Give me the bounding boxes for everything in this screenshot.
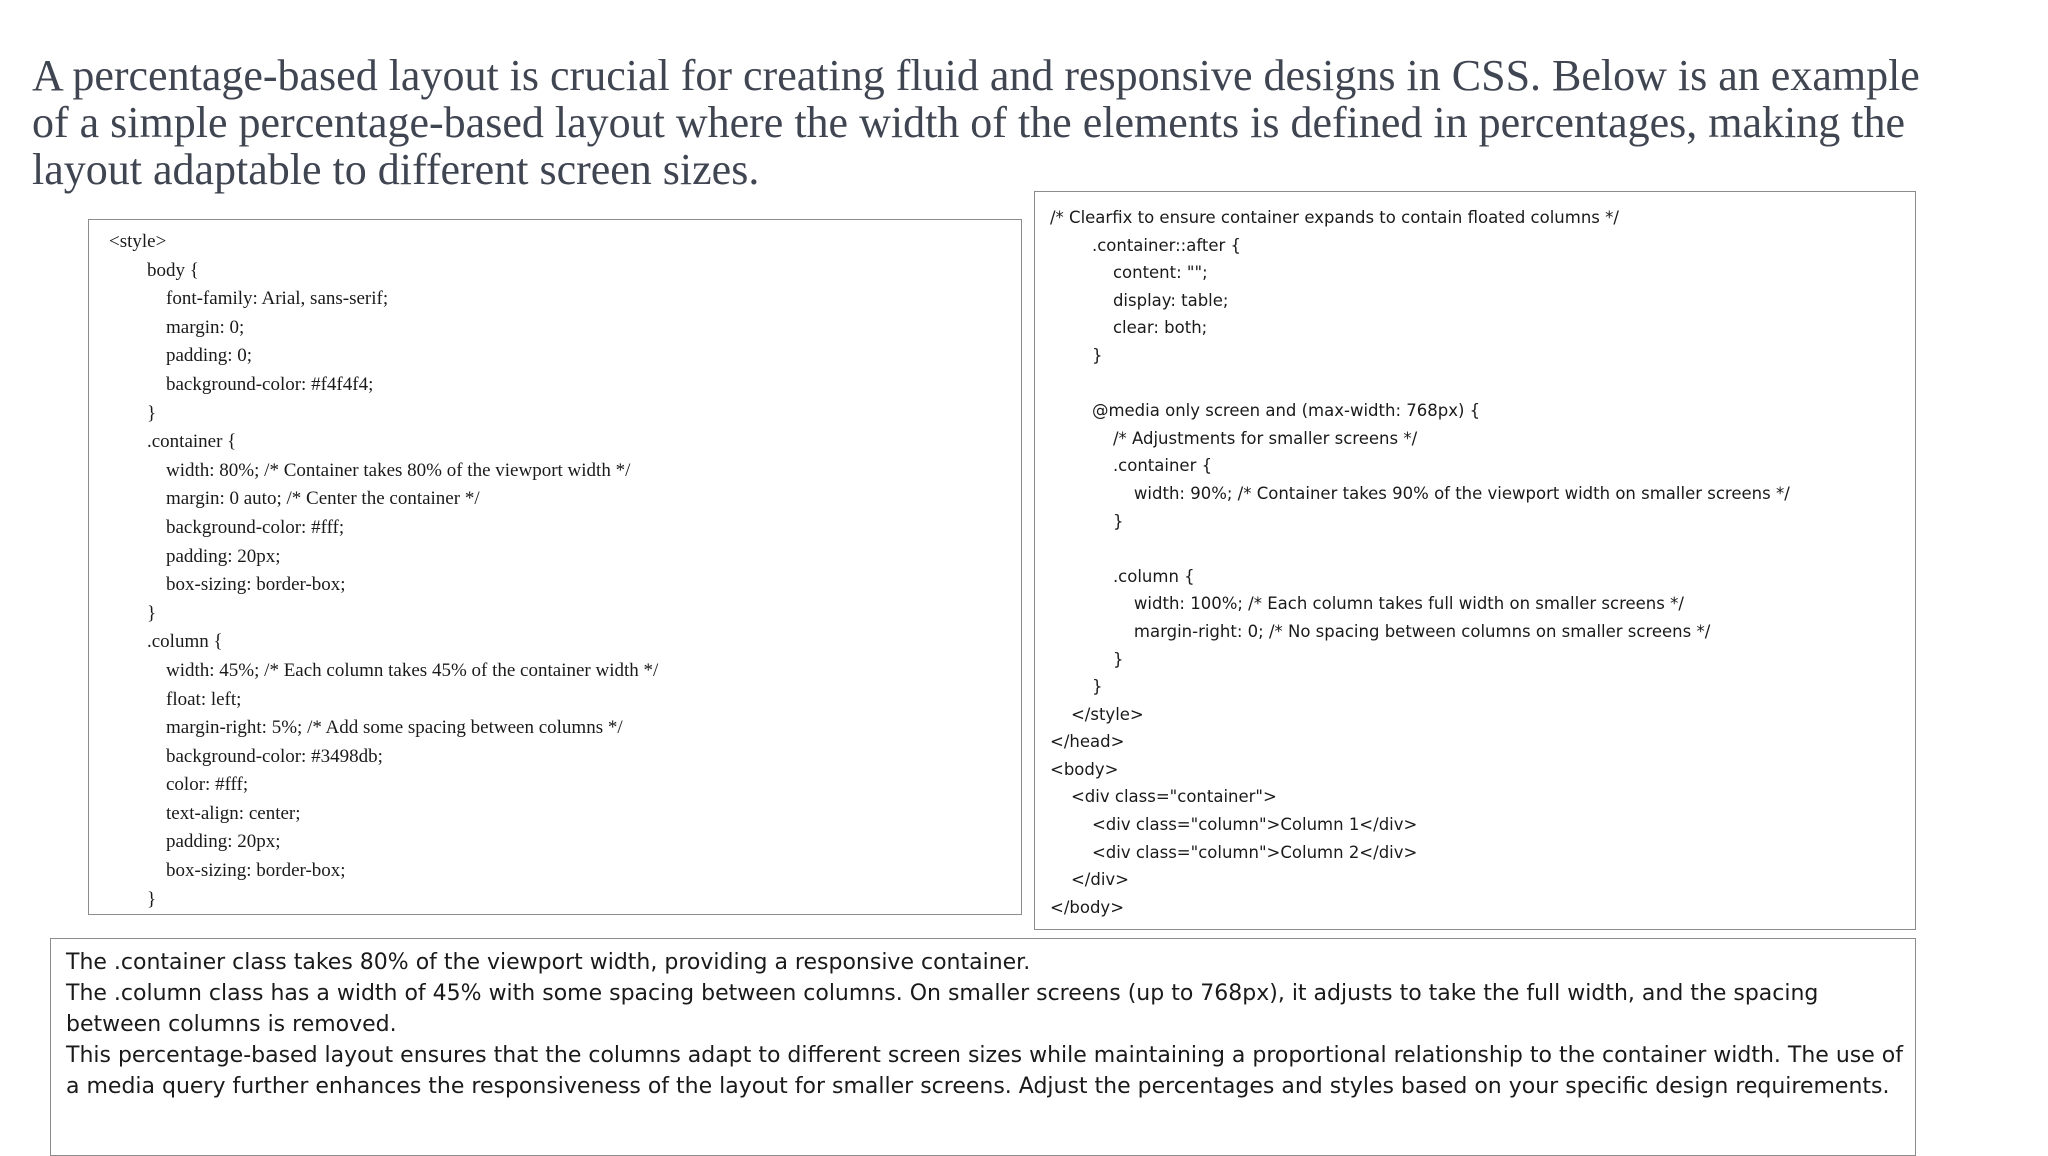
summary-box xyxy=(50,938,1916,1156)
summary-line-column: The .column class has a width of 45% with some spacing between columns. On smaller screens (up to 768px), it adjusts to take the full width, and the spacing between columns is removed. xyxy=(66,981,1819,1037)
code-line: body { xyxy=(109,259,199,281)
code-line: background-color: #3498db; xyxy=(109,745,383,767)
code-line: /* Clearfix to ensure container expands to contain floated columns */ xyxy=(1050,208,1619,227)
code-line: display: table; xyxy=(1050,290,1229,310)
code-line: } xyxy=(109,402,157,424)
code-line: /* Adjustments for smaller screens */ xyxy=(1050,428,1418,448)
code-line xyxy=(1050,535,1915,563)
code-line: margin: 0 auto; /* Center the container */ xyxy=(109,488,480,510)
code-line: </body> xyxy=(1050,897,1125,917)
code-line: color: #fff; xyxy=(109,774,249,796)
code-line: .container::after { xyxy=(1050,235,1241,255)
code-line: <style> xyxy=(109,231,167,252)
code-line: .container { xyxy=(109,431,237,453)
code-line: width: 45%; /* Each column takes 45% of the container width */ xyxy=(109,659,659,681)
code-line: background-color: #f4f4f4; xyxy=(109,373,374,395)
code-line: } xyxy=(109,888,157,910)
code-line: width: 80%; /* Container takes 80% of the viewport width */ xyxy=(109,459,631,481)
code-line: box-sizing: border-box; xyxy=(109,574,346,596)
code-line: width: 90%; /* Container takes 90% of the viewport width on smaller screens */ xyxy=(1050,483,1790,503)
code-line: font-family: Arial, sans-serif; xyxy=(109,288,389,310)
code-line: </head> xyxy=(1050,732,1125,752)
summary-line-container: The .container class takes 80% of the viewport width, providing a responsive container. xyxy=(66,950,1031,975)
code-line: margin: 0; xyxy=(109,316,245,338)
code-line: } xyxy=(1050,649,1124,669)
code-line: margin-right: 5%; /* Add some spacing between columns */ xyxy=(109,717,623,739)
intro-paragraph: A percentage-based layout is crucial for creating fluid and responsive designs in CSS. Below is an example of a simple percentage-based layout where the width of the elements is defined in percentages, making the layout adaptable to different screen sizes. xyxy=(32,51,1920,194)
code-line: </style> xyxy=(1050,704,1144,724)
code-line: float: left; xyxy=(109,688,242,710)
right-code-box xyxy=(1034,191,1916,930)
code-line: </div> xyxy=(1050,870,1130,890)
code-line: <div class="column">Column 1</div> xyxy=(1050,815,1418,835)
code-line: <div class="container"> xyxy=(1050,787,1277,807)
code-line: .column { xyxy=(109,631,223,653)
code-line: text-align: center; xyxy=(109,802,301,824)
code-line xyxy=(1050,370,1915,398)
code-line: } xyxy=(1050,677,1103,697)
code-line: width: 100%; /* Each column takes full width on smaller screens */ xyxy=(1050,594,1684,614)
code-line: } xyxy=(1050,511,1124,531)
code-line: background-color: #fff; xyxy=(109,516,345,538)
code-line: } xyxy=(109,602,157,624)
code-line: box-sizing: border-box; xyxy=(109,860,346,882)
code-line: <body> xyxy=(1050,759,1119,779)
summary-line-conclusion: This percentage-based layout ensures that the columns adapt to different screen sizes while maintaining a proportional relationship to the container width. The use of a media query further enhances the responsiveness of the layout for smaller screens. Adjust the percentages and styles based on your specific design requirements. xyxy=(66,1043,1903,1099)
code-line: <div class="column">Column 2</div> xyxy=(1050,842,1418,862)
code-line: padding: 0; xyxy=(109,345,253,367)
code-line: @media only screen and (max-width: 768px) { xyxy=(1050,401,1481,421)
code-line: padding: 20px; xyxy=(109,831,281,853)
code-line: .column { xyxy=(1050,566,1195,586)
code-line: content: ""; xyxy=(1050,263,1208,283)
code-line: } xyxy=(1050,345,1103,365)
code-line: .container { xyxy=(1050,456,1213,476)
code-line: padding: 20px; xyxy=(109,545,281,567)
code-line: margin-right: 0; /* No spacing between columns on smaller screens */ xyxy=(1050,621,1711,641)
code-line: clear: both; xyxy=(1050,318,1208,338)
left-code-box xyxy=(88,219,1022,915)
